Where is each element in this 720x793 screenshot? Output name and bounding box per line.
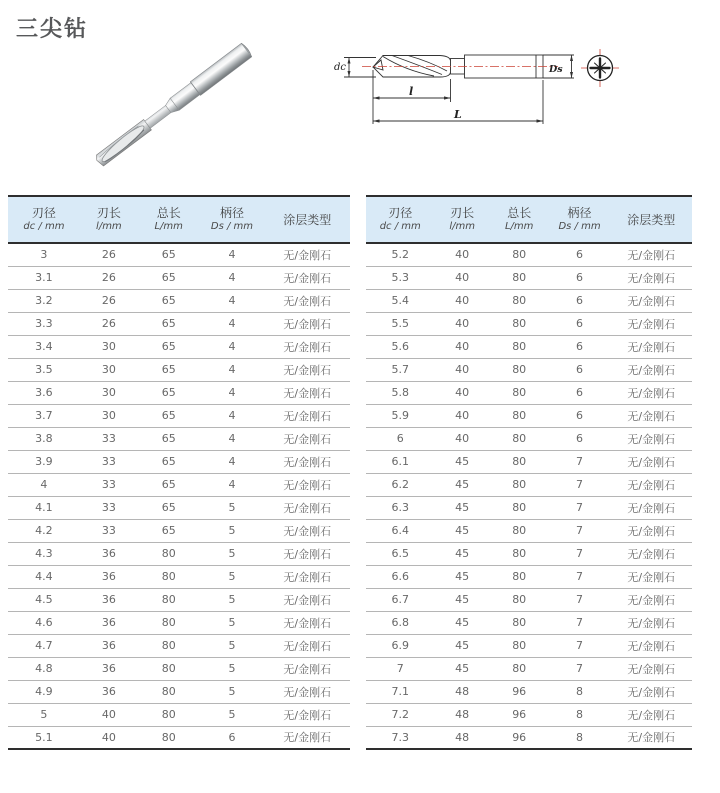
table-row (8, 565, 350, 588)
table-cell: 36 (80, 611, 138, 634)
table-cell: 80 (138, 680, 200, 703)
table-cell: 36 (80, 542, 138, 565)
table-cell: 无/金刚石 (264, 358, 350, 381)
table-cell: 40 (80, 726, 138, 749)
table-row (366, 657, 692, 680)
table-cell: 36 (80, 588, 138, 611)
table-cell: 45 (434, 542, 489, 565)
table-cell: 6.3 (366, 496, 434, 519)
table-row (8, 496, 350, 519)
table-cell: 6.6 (366, 565, 434, 588)
table-cell: 5 (199, 680, 264, 703)
table-cell: 4.3 (8, 542, 80, 565)
table-cell: 4 (199, 473, 264, 496)
table-row (366, 634, 692, 657)
column-header: 柄径 Ds / mm (549, 196, 611, 243)
table-cell: 45 (434, 634, 489, 657)
table-row (366, 266, 692, 289)
table-cell: 48 (434, 680, 489, 703)
table-cell: 无/金刚石 (264, 703, 350, 726)
column-header: 总长 L/mm (138, 196, 200, 243)
table-cell: 7 (549, 450, 611, 473)
table-cell: 80 (490, 565, 549, 588)
table-row (8, 634, 350, 657)
spec-table-left-table (8, 195, 350, 750)
table-cell: 65 (138, 519, 200, 542)
table-cell: 无/金刚石 (610, 243, 692, 266)
table-cell: 3.4 (8, 335, 80, 358)
table-cell: 6.7 (366, 588, 434, 611)
table-cell: 6.5 (366, 542, 434, 565)
table-row (366, 726, 692, 749)
table-cell: 65 (138, 243, 200, 266)
drill-diagram (330, 40, 720, 135)
table-header (8, 196, 350, 243)
table-cell: 80 (490, 358, 549, 381)
table-cell: 7 (549, 634, 611, 657)
table-cell: 30 (80, 381, 138, 404)
table-cell: 6 (549, 335, 611, 358)
table-cell: 65 (138, 450, 200, 473)
table-cell: 36 (80, 680, 138, 703)
table-cell: 4.2 (8, 519, 80, 542)
table-cell: 7 (549, 611, 611, 634)
table-cell: 4 (8, 473, 80, 496)
table-cell: 65 (138, 496, 200, 519)
table-row (366, 450, 692, 473)
table-cell: 无/金刚石 (610, 703, 692, 726)
table-cell: 7.3 (366, 726, 434, 749)
table-row (8, 542, 350, 565)
table-cell: 无/金刚石 (264, 450, 350, 473)
table-cell: 无/金刚石 (264, 542, 350, 565)
table-cell: 45 (434, 657, 489, 680)
table-cell: 5.7 (366, 358, 434, 381)
table-cell: 4.7 (8, 634, 80, 657)
table-cell: 7.1 (366, 680, 434, 703)
column-header: 涂层类型 (264, 196, 350, 243)
table-cell: 36 (80, 657, 138, 680)
table-cell: 无/金刚石 (264, 243, 350, 266)
table-cell: 无/金刚石 (264, 611, 350, 634)
page-title: 三尖钻 (16, 17, 89, 42)
table-cell: 6 (199, 726, 264, 749)
table-cell: 4 (199, 312, 264, 335)
table-cell: 6 (549, 243, 611, 266)
table-cell: 30 (80, 358, 138, 381)
table-cell: 7 (549, 496, 611, 519)
table-cell: 无/金刚石 (264, 335, 350, 358)
table-row (8, 450, 350, 473)
table-cell: 4.5 (8, 588, 80, 611)
table-cell: 45 (434, 565, 489, 588)
table-header (366, 196, 692, 243)
table-cell: 无/金刚石 (264, 381, 350, 404)
table-row (366, 312, 692, 335)
table-row (366, 680, 692, 703)
column-header: 总长 L/mm (490, 196, 549, 243)
table-cell: 26 (80, 266, 138, 289)
table-cell: 3.6 (8, 381, 80, 404)
table-cell: 80 (490, 611, 549, 634)
table-cell: 40 (434, 381, 489, 404)
table-cell: 65 (138, 381, 200, 404)
table-cell: 65 (138, 289, 200, 312)
column-header: 刃长 l/mm (434, 196, 489, 243)
table-cell: 45 (434, 473, 489, 496)
spec-table-left (8, 195, 350, 750)
column-header: 刃径 dc / mm (366, 196, 434, 243)
table-cell: 5.1 (8, 726, 80, 749)
table-cell: 无/金刚石 (610, 657, 692, 680)
table-row (8, 680, 350, 703)
table-cell: 7 (366, 657, 434, 680)
table-cell: 48 (434, 726, 489, 749)
table-cell: 80 (490, 588, 549, 611)
table-cell: 65 (138, 266, 200, 289)
table-cell: 5.3 (366, 266, 434, 289)
table-cell: 7 (549, 542, 611, 565)
table-cell: 4 (199, 404, 264, 427)
table-cell: 无/金刚石 (610, 634, 692, 657)
table-cell: 26 (80, 243, 138, 266)
table-row (366, 335, 692, 358)
table-cell: 6 (366, 427, 434, 450)
diagram-label-dc: dc (334, 62, 347, 73)
column-header: 刃长 l/mm (80, 196, 138, 243)
table-cell: 6.9 (366, 634, 434, 657)
table-cell: 4 (199, 266, 264, 289)
table-cell: 45 (434, 496, 489, 519)
table-cell: 4.9 (8, 680, 80, 703)
table-cell: 无/金刚石 (264, 473, 350, 496)
table-cell: 40 (434, 289, 489, 312)
table-cell: 7 (549, 519, 611, 542)
table-cell: 6.1 (366, 450, 434, 473)
table-row (366, 427, 692, 450)
table-cell: 8 (549, 726, 611, 749)
table-cell: 无/金刚石 (264, 634, 350, 657)
table-cell: 36 (80, 565, 138, 588)
table-cell: 无/金刚石 (610, 289, 692, 312)
table-cell: 65 (138, 404, 200, 427)
table-cell: 36 (80, 634, 138, 657)
table-row (366, 496, 692, 519)
table-cell: 3.7 (8, 404, 80, 427)
table-row (366, 519, 692, 542)
table-row (366, 243, 692, 266)
table-cell: 26 (80, 289, 138, 312)
table-cell: 无/金刚石 (264, 266, 350, 289)
table-body (366, 243, 692, 749)
table-cell: 6 (549, 427, 611, 450)
table-cell: 65 (138, 473, 200, 496)
table-cell: 96 (490, 680, 549, 703)
diagram-label-L: L (454, 108, 462, 121)
table-cell: 无/金刚石 (610, 335, 692, 358)
table-row (8, 726, 350, 749)
table-cell: 4.8 (8, 657, 80, 680)
table-cell: 7.2 (366, 703, 434, 726)
table-cell: 无/金刚石 (610, 542, 692, 565)
table-cell: 无/金刚石 (610, 450, 692, 473)
table-row (8, 358, 350, 381)
table-cell: 无/金刚石 (610, 588, 692, 611)
table-cell: 33 (80, 496, 138, 519)
table-cell: 3.5 (8, 358, 80, 381)
table-cell: 无/金刚石 (264, 588, 350, 611)
table-cell: 6.4 (366, 519, 434, 542)
table-row (366, 565, 692, 588)
table-cell: 80 (490, 634, 549, 657)
table-cell: 26 (80, 312, 138, 335)
table-cell: 无/金刚石 (610, 473, 692, 496)
table-cell: 65 (138, 312, 200, 335)
table-row (366, 588, 692, 611)
table-cell: 6 (549, 266, 611, 289)
table-cell: 6 (549, 404, 611, 427)
table-cell: 5 (199, 611, 264, 634)
table-cell: 无/金刚石 (264, 496, 350, 519)
table-cell: 8 (549, 703, 611, 726)
table-cell: 4.6 (8, 611, 80, 634)
table-cell: 4 (199, 427, 264, 450)
table-row (8, 473, 350, 496)
table-cell: 无/金刚石 (610, 611, 692, 634)
spec-table-right-table (366, 195, 692, 750)
table-cell: 45 (434, 450, 489, 473)
table-cell: 无/金刚石 (264, 404, 350, 427)
drill-photo-image (75, 35, 340, 185)
table-cell: 无/金刚石 (610, 565, 692, 588)
table-cell: 80 (490, 542, 549, 565)
table-cell: 80 (490, 243, 549, 266)
table-cell: 无/金刚石 (264, 427, 350, 450)
table-cell: 33 (80, 519, 138, 542)
table-cell: 5.6 (366, 335, 434, 358)
column-header: 涂层类型 (610, 196, 692, 243)
table-cell: 5 (199, 634, 264, 657)
table-row (8, 427, 350, 450)
table-cell: 无/金刚石 (610, 680, 692, 703)
table-row (366, 381, 692, 404)
table-row (8, 588, 350, 611)
table-cell: 40 (434, 404, 489, 427)
table-cell: 无/金刚石 (610, 312, 692, 335)
table-cell: 5 (199, 496, 264, 519)
table-row (8, 312, 350, 335)
table-cell: 5 (199, 565, 264, 588)
table-cell: 4.4 (8, 565, 80, 588)
table-cell: 80 (490, 312, 549, 335)
table-cell: 无/金刚石 (264, 519, 350, 542)
table-cell: 3.1 (8, 266, 80, 289)
table-cell: 6 (549, 289, 611, 312)
table-cell: 48 (434, 703, 489, 726)
table-cell: 5.2 (366, 243, 434, 266)
table-row (366, 358, 692, 381)
table-cell: 40 (434, 335, 489, 358)
table-row (8, 243, 350, 266)
table-cell: 80 (490, 404, 549, 427)
table-cell: 3.8 (8, 427, 80, 450)
spec-table-right (366, 195, 692, 750)
table-cell: 33 (80, 450, 138, 473)
table-cell: 无/金刚石 (264, 312, 350, 335)
table-row (8, 335, 350, 358)
drill-diagram-drawing (330, 40, 720, 135)
table-row (366, 542, 692, 565)
table-cell: 无/金刚石 (610, 519, 692, 542)
diagram-label-Ds: Ds (549, 64, 563, 75)
table-cell: 40 (80, 703, 138, 726)
table-row (8, 519, 350, 542)
table-cell: 7 (549, 657, 611, 680)
table-cell: 4 (199, 243, 264, 266)
table-cell: 3.9 (8, 450, 80, 473)
table-row (366, 289, 692, 312)
table-cell: 无/金刚石 (264, 726, 350, 749)
table-cell: 无/金刚石 (610, 358, 692, 381)
table-cell: 80 (138, 565, 200, 588)
table-cell: 40 (434, 266, 489, 289)
table-cell: 80 (138, 634, 200, 657)
table-cell: 无/金刚石 (610, 496, 692, 519)
table-cell: 7 (549, 588, 611, 611)
table-cell: 4 (199, 358, 264, 381)
table-cell: 80 (138, 703, 200, 726)
table-cell: 无/金刚石 (264, 657, 350, 680)
table-cell: 3.2 (8, 289, 80, 312)
table-row (8, 703, 350, 726)
table-cell: 8 (549, 680, 611, 703)
table-cell: 80 (490, 381, 549, 404)
table-cell: 80 (138, 542, 200, 565)
table-cell: 3.3 (8, 312, 80, 335)
table-cell: 40 (434, 427, 489, 450)
table-cell: 无/金刚石 (610, 381, 692, 404)
table-cell: 30 (80, 335, 138, 358)
table-cell: 7 (549, 565, 611, 588)
table-row (8, 289, 350, 312)
table-cell: 6.2 (366, 473, 434, 496)
table-cell: 无/金刚石 (610, 427, 692, 450)
table-cell: 80 (490, 496, 549, 519)
table-row (366, 611, 692, 634)
table-cell: 无/金刚石 (264, 565, 350, 588)
table-row (366, 703, 692, 726)
table-cell: 80 (490, 266, 549, 289)
table-row (8, 381, 350, 404)
column-header: 刃径 dc / mm (8, 196, 80, 243)
table-cell: 80 (490, 657, 549, 680)
table-cell: 33 (80, 473, 138, 496)
table-row (366, 404, 692, 427)
table-cell: 80 (490, 289, 549, 312)
table-cell: 80 (490, 450, 549, 473)
table-cell: 5 (199, 542, 264, 565)
table-cell: 6 (549, 381, 611, 404)
table-cell: 6 (549, 312, 611, 335)
table-cell: 65 (138, 335, 200, 358)
table-cell: 无/金刚石 (610, 726, 692, 749)
table-cell: 45 (434, 519, 489, 542)
table-cell: 45 (434, 588, 489, 611)
table-cell: 无/金刚石 (610, 404, 692, 427)
table-cell: 80 (138, 726, 200, 749)
table-cell: 40 (434, 312, 489, 335)
table-cell: 40 (434, 358, 489, 381)
table-cell: 3 (8, 243, 80, 266)
table-row (366, 473, 692, 496)
table-cell: 80 (490, 519, 549, 542)
table-cell: 80 (490, 427, 549, 450)
table-cell: 6.8 (366, 611, 434, 634)
table-cell: 80 (138, 588, 200, 611)
table-cell: 30 (80, 404, 138, 427)
table-cell: 80 (138, 611, 200, 634)
table-cell: 65 (138, 358, 200, 381)
table-cell: 96 (490, 703, 549, 726)
table-cell: 4.1 (8, 496, 80, 519)
table-cell: 5.5 (366, 312, 434, 335)
table-row (8, 657, 350, 680)
table-cell: 5 (199, 519, 264, 542)
table-cell: 33 (80, 427, 138, 450)
drill-photo (75, 35, 340, 185)
table-cell: 5.4 (366, 289, 434, 312)
table-cell: 6 (549, 358, 611, 381)
table-row (8, 266, 350, 289)
table-cell: 7 (549, 473, 611, 496)
table-cell: 40 (434, 243, 489, 266)
table-cell: 80 (138, 657, 200, 680)
table-cell: 4 (199, 335, 264, 358)
table-cell: 4 (199, 381, 264, 404)
table-cell: 5.9 (366, 404, 434, 427)
table-cell: 5 (199, 657, 264, 680)
table-cell: 4 (199, 450, 264, 473)
column-header: 柄径 Ds / mm (199, 196, 264, 243)
table-cell: 5 (8, 703, 80, 726)
table-body (8, 243, 350, 749)
table-cell: 45 (434, 611, 489, 634)
table-cell: 4 (199, 289, 264, 312)
table-cell: 5.8 (366, 381, 434, 404)
table-cell: 80 (490, 335, 549, 358)
table-cell: 65 (138, 427, 200, 450)
table-row (8, 404, 350, 427)
table-cell: 无/金刚石 (264, 680, 350, 703)
table-cell: 96 (490, 726, 549, 749)
table-row (8, 611, 350, 634)
table-cell: 5 (199, 588, 264, 611)
table-cell: 5 (199, 703, 264, 726)
table-cell: 80 (490, 473, 549, 496)
table-cell: 无/金刚石 (264, 289, 350, 312)
table-cell: 无/金刚石 (610, 266, 692, 289)
diagram-label-l: l (409, 85, 414, 98)
